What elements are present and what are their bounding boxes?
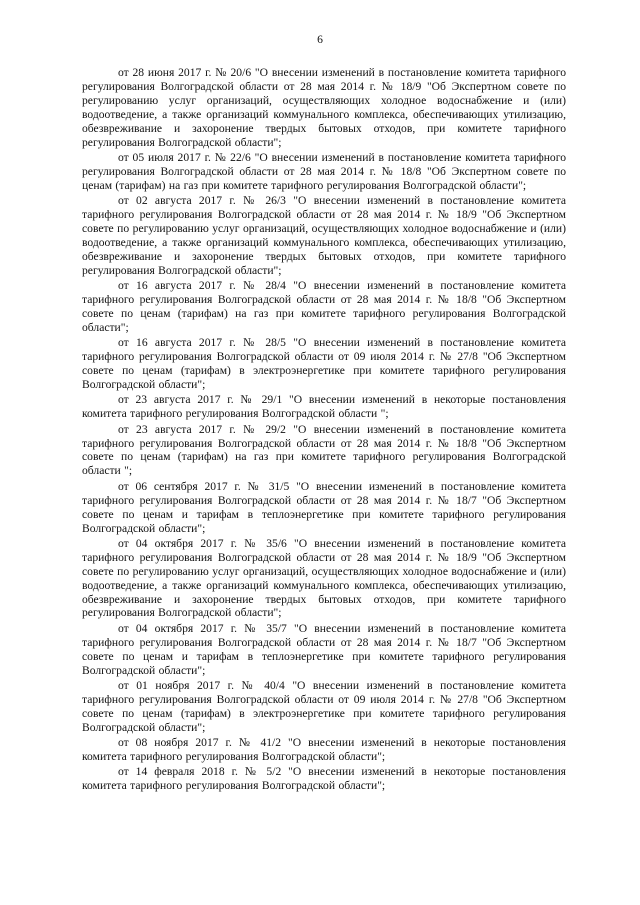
page-number: 6 xyxy=(317,33,323,46)
paragraph: от 06 сентября 2017 г. № 31/5 "О внесении изменений в постановление комитета тарифного регулирования Волгоградской области от 28 мая 2014 г. № 18/7 "Об Экспертном совете по ценам и тарифам в теплоэнергетике при комитете тарифного регулирования Волгоградской области"; xyxy=(82,479,566,535)
paragraph: от 16 августа 2017 г. № 28/4 "О внесении изменений в постановление комитета тарифного регулирования Волгоградской области от 28 мая 2014 г. № 18/8 "Об Экспертном совете по ценам (тарифам) на газ при комитете тарифного регулирования Волгоградской области"; xyxy=(82,279,566,334)
paragraph: от 01 ноября 2017 г. № 40/4 "О внесении изменений в постановление комитета тарифного регулирования Волгоградской области от 09 июля 2014 г. № 27/8 "Об Экспертном совете по ценам (тарифам) в электроэнергетике при комитете тарифного регулирования Волгоградской области"; xyxy=(82,678,566,734)
paragraph: от 28 июня 2017 г. № 20/6 "О внесении изменений в постановление комитета тарифного регулирования Волгоградской области от 28 мая 2014 г. № 18/9 "Об Экспертном совете по регулированию услуг организаций, осуществляющих холодное водоснабжение и (или) водоотведение, а также организаций коммунального комплекса, обеспечивающих утилизацию, обезвреживание и захоронение твердых бытовых отходов, при комитете тарифного регулирования Волгоградской области"; xyxy=(82,66,566,149)
paragraph: от 05 июля 2017 г. № 22/6 "О внесении изменений в постановление комитета тарифного регулирования Волгоградской области от 28 мая 2014 г. № 18/8 "Об Экспертном совете по ценам (тарифам) на газ при комитете тарифного регулирования Волгоградской области"; xyxy=(82,150,566,192)
paragraph: от 04 октября 2017 г. № 35/7 "О внесении изменений в постановление комитета тарифного регулирования Волгоградской области от 28 мая 2014 г. № 18/7 "Об Экспертном совете по ценам и тарифам в теплоэнергетике при комитете тарифного регулирования Волгоградской области"; xyxy=(82,621,566,677)
paragraph: от 08 ноября 2017 г. № 41/2 "О внесении изменений в некоторые постановления комитета тарифного регулирования Волгоградской области"; xyxy=(82,736,566,763)
paragraph: от 14 февраля 2018 г. № 5/2 "О внесении изменений в некоторые постановления комитета тарифного регулирования Волгоградской области"; xyxy=(82,765,566,793)
paragraph: от 16 августа 2017 г. № 28/5 "О внесении изменений в постановление комитета тарифного регулирования Волгоградской области от 09 июля 2014 г. № 27/8 "Об Экспертном совете по ценам (тарифам) в электроэнергетике при комитете тарифного регулирования Волгоградской области"; xyxy=(82,336,566,391)
paragraph: от 23 августа 2017 г. № 29/1 "О внесении изменений в некоторые постановления комитета тарифного регулирования Волгоградской области "; xyxy=(82,393,566,421)
paragraph: от 02 августа 2017 г. № 26/3 "О внесении изменений в постановление комитета тарифного регулирования Волгоградской области от 28 мая 2014 г. № 18/9 "Об Экспертном совете по регулированию услуг организаций, осуществляющих холодное водоснабжение и (или) водоотведение, а также организаций коммунального комплекса, обеспечивающих утилизацию, обезвреживание и захоронение твердых бытовых отходов, при комитете тарифного регулирования Волгоградской области"; xyxy=(82,194,566,277)
paragraph: от 04 октября 2017 г. № 35/6 "О внесении изменений в постановление комитета тарифного регулирования Волгоградской области от 28 мая 2014 г. № 18/9 "Об Экспертном совете по регулированию услуг организаций, осуществляющих холодное водоснабжение и (или) водоотведение, а также организаций коммунального комплекса, обеспечивающих утилизацию, обезвреживание и захоронение твердых бытовых отходов, при комитете тарифного регулирования Волгоградской области"; xyxy=(82,536,566,620)
paragraph: от 23 августа 2017 г. № 29/2 "О внесении изменений в постановление комитета тарифного регулирования Волгоградской области от 28 мая 2014 г. № 18/8 "Об Экспертном совете по ценам (тарифам) на газ при комитете тарифного регулирования Волгоградской области "; xyxy=(82,422,566,478)
document-body xyxy=(82,66,566,795)
